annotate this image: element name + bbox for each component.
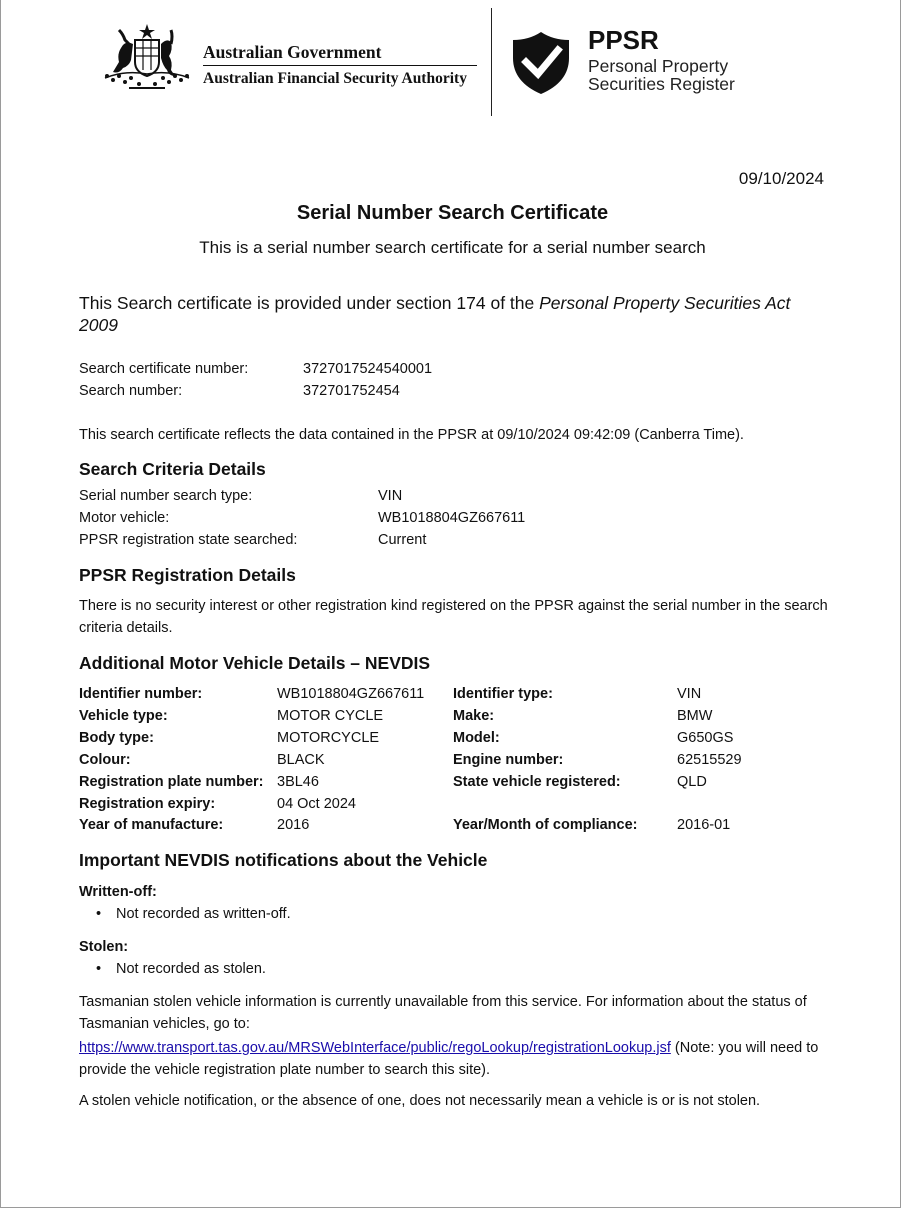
header-divider (491, 8, 492, 116)
government-heading (203, 42, 477, 88)
written-off-label: Written-off: (79, 884, 157, 900)
nevdis-label: Registration expiry: (79, 796, 216, 812)
page-subtitle: This is a serial number search certificate for a serial number search (199, 238, 706, 257)
shield-check-icon (508, 30, 574, 96)
registration-heading: PPSR Registration Details (79, 565, 296, 585)
ppsr-abbrev: PPSR (588, 25, 659, 55)
nevdis-value: MOTOR CYCLE (277, 708, 384, 724)
criteria-label: PPSR registration state searched: (79, 532, 298, 548)
cert-number-value: 3727017524540001 (303, 361, 433, 377)
gov-divider (203, 65, 477, 66)
nevdis-value: 62515529 (677, 752, 742, 768)
bullet-icon: • (96, 961, 102, 977)
stolen-label: Stolen: (79, 939, 129, 955)
nevdis-value: BLACK (277, 752, 325, 768)
tasmania-registration-link[interactable]: https://www.transport.tas.gov.au/MRSWebInterface/public/regoLookup/registrationLookup.jsf (79, 1040, 671, 1056)
nevdis-label: Engine number: (453, 752, 564, 768)
ppsr-fullname (588, 57, 735, 93)
stolen-text: Not recorded as stolen. (116, 961, 266, 977)
act-name: Personal Property Securities Act 2009 (79, 293, 791, 335)
written-off-item (96, 903, 291, 925)
nevdis-label: Model: (453, 730, 500, 746)
certificate-date: 09/10/2024 (738, 169, 824, 188)
nevdis-value: VIN (677, 686, 702, 702)
search-number-value: 372701752454 (303, 383, 400, 399)
stolen-disclaimer: A stolen vehicle notification, or the absence of one, does not necessarily mean a vehicle is or is not stolen. (79, 1093, 761, 1109)
agency-name: Australian Financial Security Authority (203, 70, 467, 87)
coat-of-arms-logo (99, 22, 195, 94)
nevdis-value: 2016-01 (677, 817, 731, 833)
nevdis-value: G650GS (677, 730, 734, 746)
nevdis-value: QLD (677, 774, 707, 790)
reflects-statement: This search certificate reflects the data contained in the PPSR at 09/10/2024 09:42:09 (Canberra Time). (79, 427, 744, 443)
criteria-value: WB1018804GZ667611 (378, 510, 526, 526)
nevdis-value: WB1018804GZ667611 (277, 686, 425, 702)
page-title: Serial Number Search Certificate (296, 202, 609, 224)
tasmania-note: (Note: you will need to provide the vehicle registration plate number to search this site). (79, 1040, 819, 1078)
gov-name: Australian Government (203, 42, 382, 62)
nevdis-label: Body type: (79, 730, 154, 746)
nevdis-value: BMW (677, 708, 713, 724)
notifications-heading: Important NEVDIS notifications about the Vehicle (79, 850, 488, 870)
intro-prefix: This Search certificate is provided under section 174 of the (79, 293, 540, 313)
nevdis-label: Make: (453, 708, 495, 724)
nevdis-value: 04 Oct 2024 (277, 796, 356, 812)
nevdis-label: State vehicle registered: (453, 774, 621, 790)
nevdis-label: Identifier number: (79, 686, 203, 702)
registration-text: There is no security interest or other registration kind registered on the PPSR against the serial number in the search criteria details. (79, 598, 828, 636)
nevdis-value: 3BL46 (277, 774, 319, 790)
criteria-label: Serial number search type: (79, 488, 253, 504)
criteria-heading: Search Criteria Details (79, 459, 266, 479)
nevdis-label: Vehicle type: (79, 708, 168, 724)
nevdis-label: Identifier type: (453, 686, 553, 702)
ppsr-line1: Personal Property (588, 56, 729, 76)
criteria-label: Motor vehicle: (79, 510, 170, 526)
nevdis-label: Registration plate number: (79, 774, 264, 790)
tasmania-link-paragraph (79, 1037, 831, 1081)
nevdis-label: Colour: (79, 752, 131, 768)
criteria-value: VIN (378, 488, 403, 504)
search-number-label: Search number: (79, 383, 183, 399)
nevdis-heading: Additional Motor Vehicle Details – NEVDIS (79, 653, 431, 673)
nevdis-label: Year of manufacture: (79, 817, 224, 833)
tasmania-text: Tasmanian stolen vehicle information is currently unavailable from this service. For information about the status of Tasmanian vehicles, go to: (79, 994, 807, 1032)
nevdis-value: 2016 (277, 817, 310, 833)
bullet-icon: • (96, 906, 102, 922)
ppsr-line2: Securities Register (588, 74, 735, 94)
intro-statement (79, 292, 831, 336)
stolen-item (96, 958, 266, 980)
criteria-value: Current (378, 532, 427, 548)
cert-number-label: Search certificate number: (79, 361, 249, 377)
nevdis-value: MOTORCYCLE (277, 730, 380, 746)
nevdis-label: Year/Month of compliance: (453, 817, 638, 833)
written-off-text: Not recorded as written-off. (116, 906, 291, 922)
